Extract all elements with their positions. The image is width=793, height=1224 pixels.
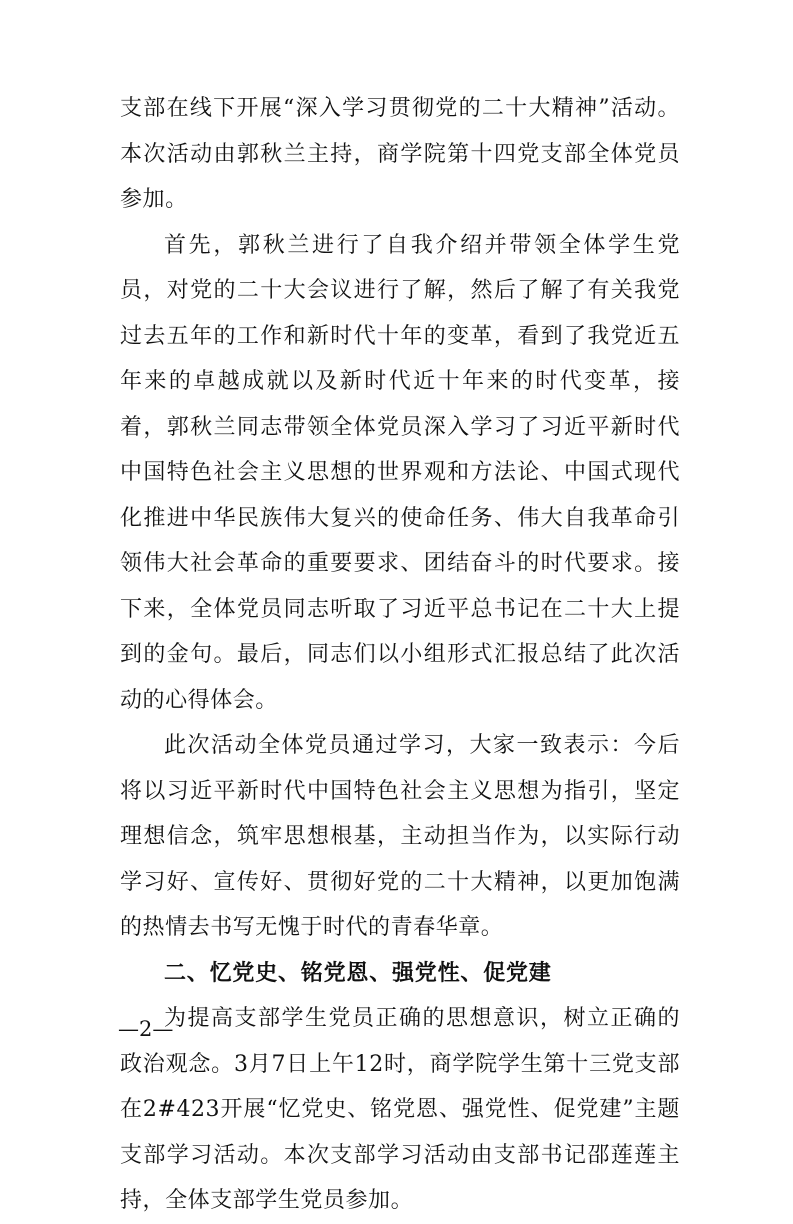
- section-heading: 二、忆党史、铭党恩、强党性、促党建: [164, 960, 552, 986]
- section-paragraph: 为提高支部学生党员正确的思想意识，树立正确的政治观念。3月7日上午12时，商学院学生第十三党支部在2#423开展“忆党史、铭党恩、强党性、促党建”主题支部学习活动。本次支部学习活动由支部书记邵莲莲主持，全体支部学生党员参加。: [120, 1006, 680, 1213]
- paragraph-continued: 支部在线下开展“深入学习贯彻党的二十大精神”活动。本次活动由郭秋兰主持，商学院第十四党支部全体党员参加。: [120, 96, 680, 212]
- page-number: —2—: [118, 1017, 174, 1041]
- paragraph-summary: 此次活动全体党员通过学习，大家一致表示：今后将以习近平新时代中国特色社会主义思想为指引，坚定理想信念，筑牢思想根基，主动担当作为，以实际行动学习好、宣传好、贯彻好党的二十大精神，以更加饱满的热情去书写无愧于时代的青春华章。: [120, 733, 680, 940]
- document-body: [120, 86, 680, 1224]
- paragraph-first: 首先，郭秋兰进行了自我介绍并带领全体学生党员，对党的二十大会议进行了解，然后了解了有关我党过去五年的工作和新时代十年的变革，看到了我党近五年来的卓越成就以及新时代近十年来的时代变革，接着，郭秋兰同志带领全体党员深入学习了习近平新时代中国特色社会主义思想的世界观和方法论、中国式现代化推进中华民族伟大复兴的使命任务、伟大自我革命引领伟大社会革命的重要要求、团结奋斗的时代要求。接下来，全体党员同志听取了习近平总书记在二十大上提到的金句。最后，同志们以小组形式汇报总结了此次活动的心得体会。: [120, 232, 680, 713]
